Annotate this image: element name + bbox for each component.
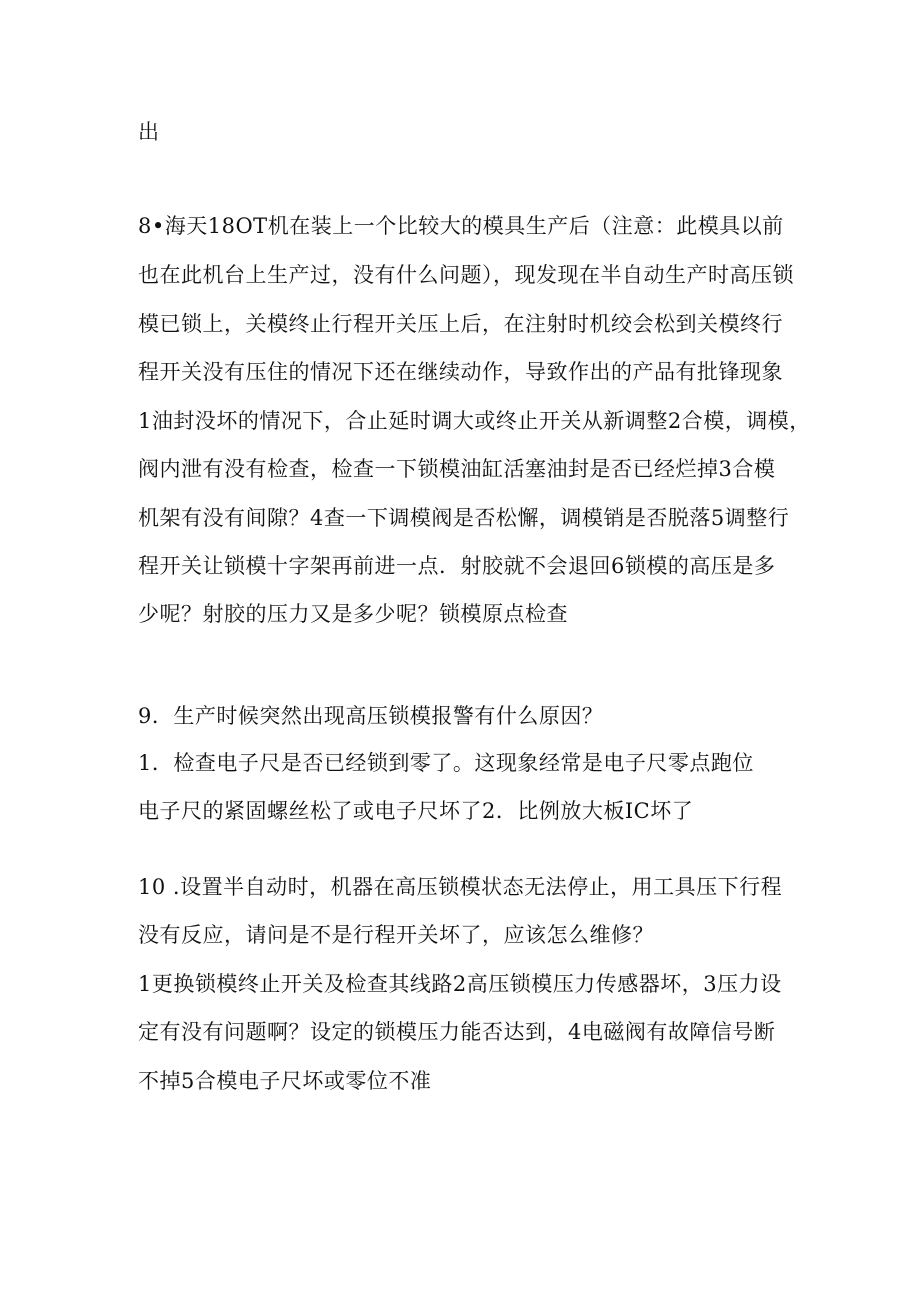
text-line: 少呢？射胶的压力又是多少呢？锁模原点检查 (138, 602, 568, 626)
text-line: 1油封没坏的情况下，合止延时调大或终止开关从新调整2合模，调模， (138, 409, 811, 433)
text-line: 10 .设置半自动时，机器在高压锁模状态无法停止，用工具压下行程 (138, 875, 783, 899)
text-line: 机架有没有间隙？4查一下调模阀是否松懈，调模销是否脱落5调整行 (138, 506, 790, 530)
text-line: 出 (138, 120, 160, 144)
text-line: 程开关没有压住的情况下还在继续动作，导致作出的产品有批锋现象 (138, 360, 783, 384)
text-line: 程开关让锁模十字架再前进一点．射胶就不会退回6锁模的高压是多 (138, 554, 776, 578)
text-line: 没有反应，请问是不是行程开关坏了，应该怎么维修？ (138, 923, 654, 947)
text-line: 也在此机台上生产过，没有什么问题），现发现在半自动生产时高压锁 (138, 263, 794, 287)
text-line: 8•海天18OT机在装上一个比较大的模具生产后（注意：此模具以前 (138, 214, 784, 238)
text-line: 不掉5合模电子尺坏或零位不准 (138, 1069, 432, 1093)
text-line: 定有没有问题啊？设定的锁模压力能否达到，4电磁阀有故障信号断 (138, 1020, 776, 1044)
text-line: 1更换锁模终止开关及检查其线路2高压锁模压力传感器坏，3压力设 (138, 972, 782, 996)
text-line: 9．生产时候突然出现高压锁模报警有什么原因？ (138, 704, 604, 728)
text-line: 电子尺的紧固螺丝松了或电子尺坏了2．比例放大板IC坏了 (138, 799, 694, 823)
text-line: 模已锁上，关模终止行程开关压上后，在注射时机绞会松到关模终行 (138, 312, 783, 336)
text-line: 阀内泄有没有检查，检查一下锁模油缸活塞油封是否已经烂掉3合模 (138, 457, 776, 481)
text-line: 1．检查电子尺是否已经锁到零了。这现象经常是电子尺零点跑位 (138, 751, 754, 775)
